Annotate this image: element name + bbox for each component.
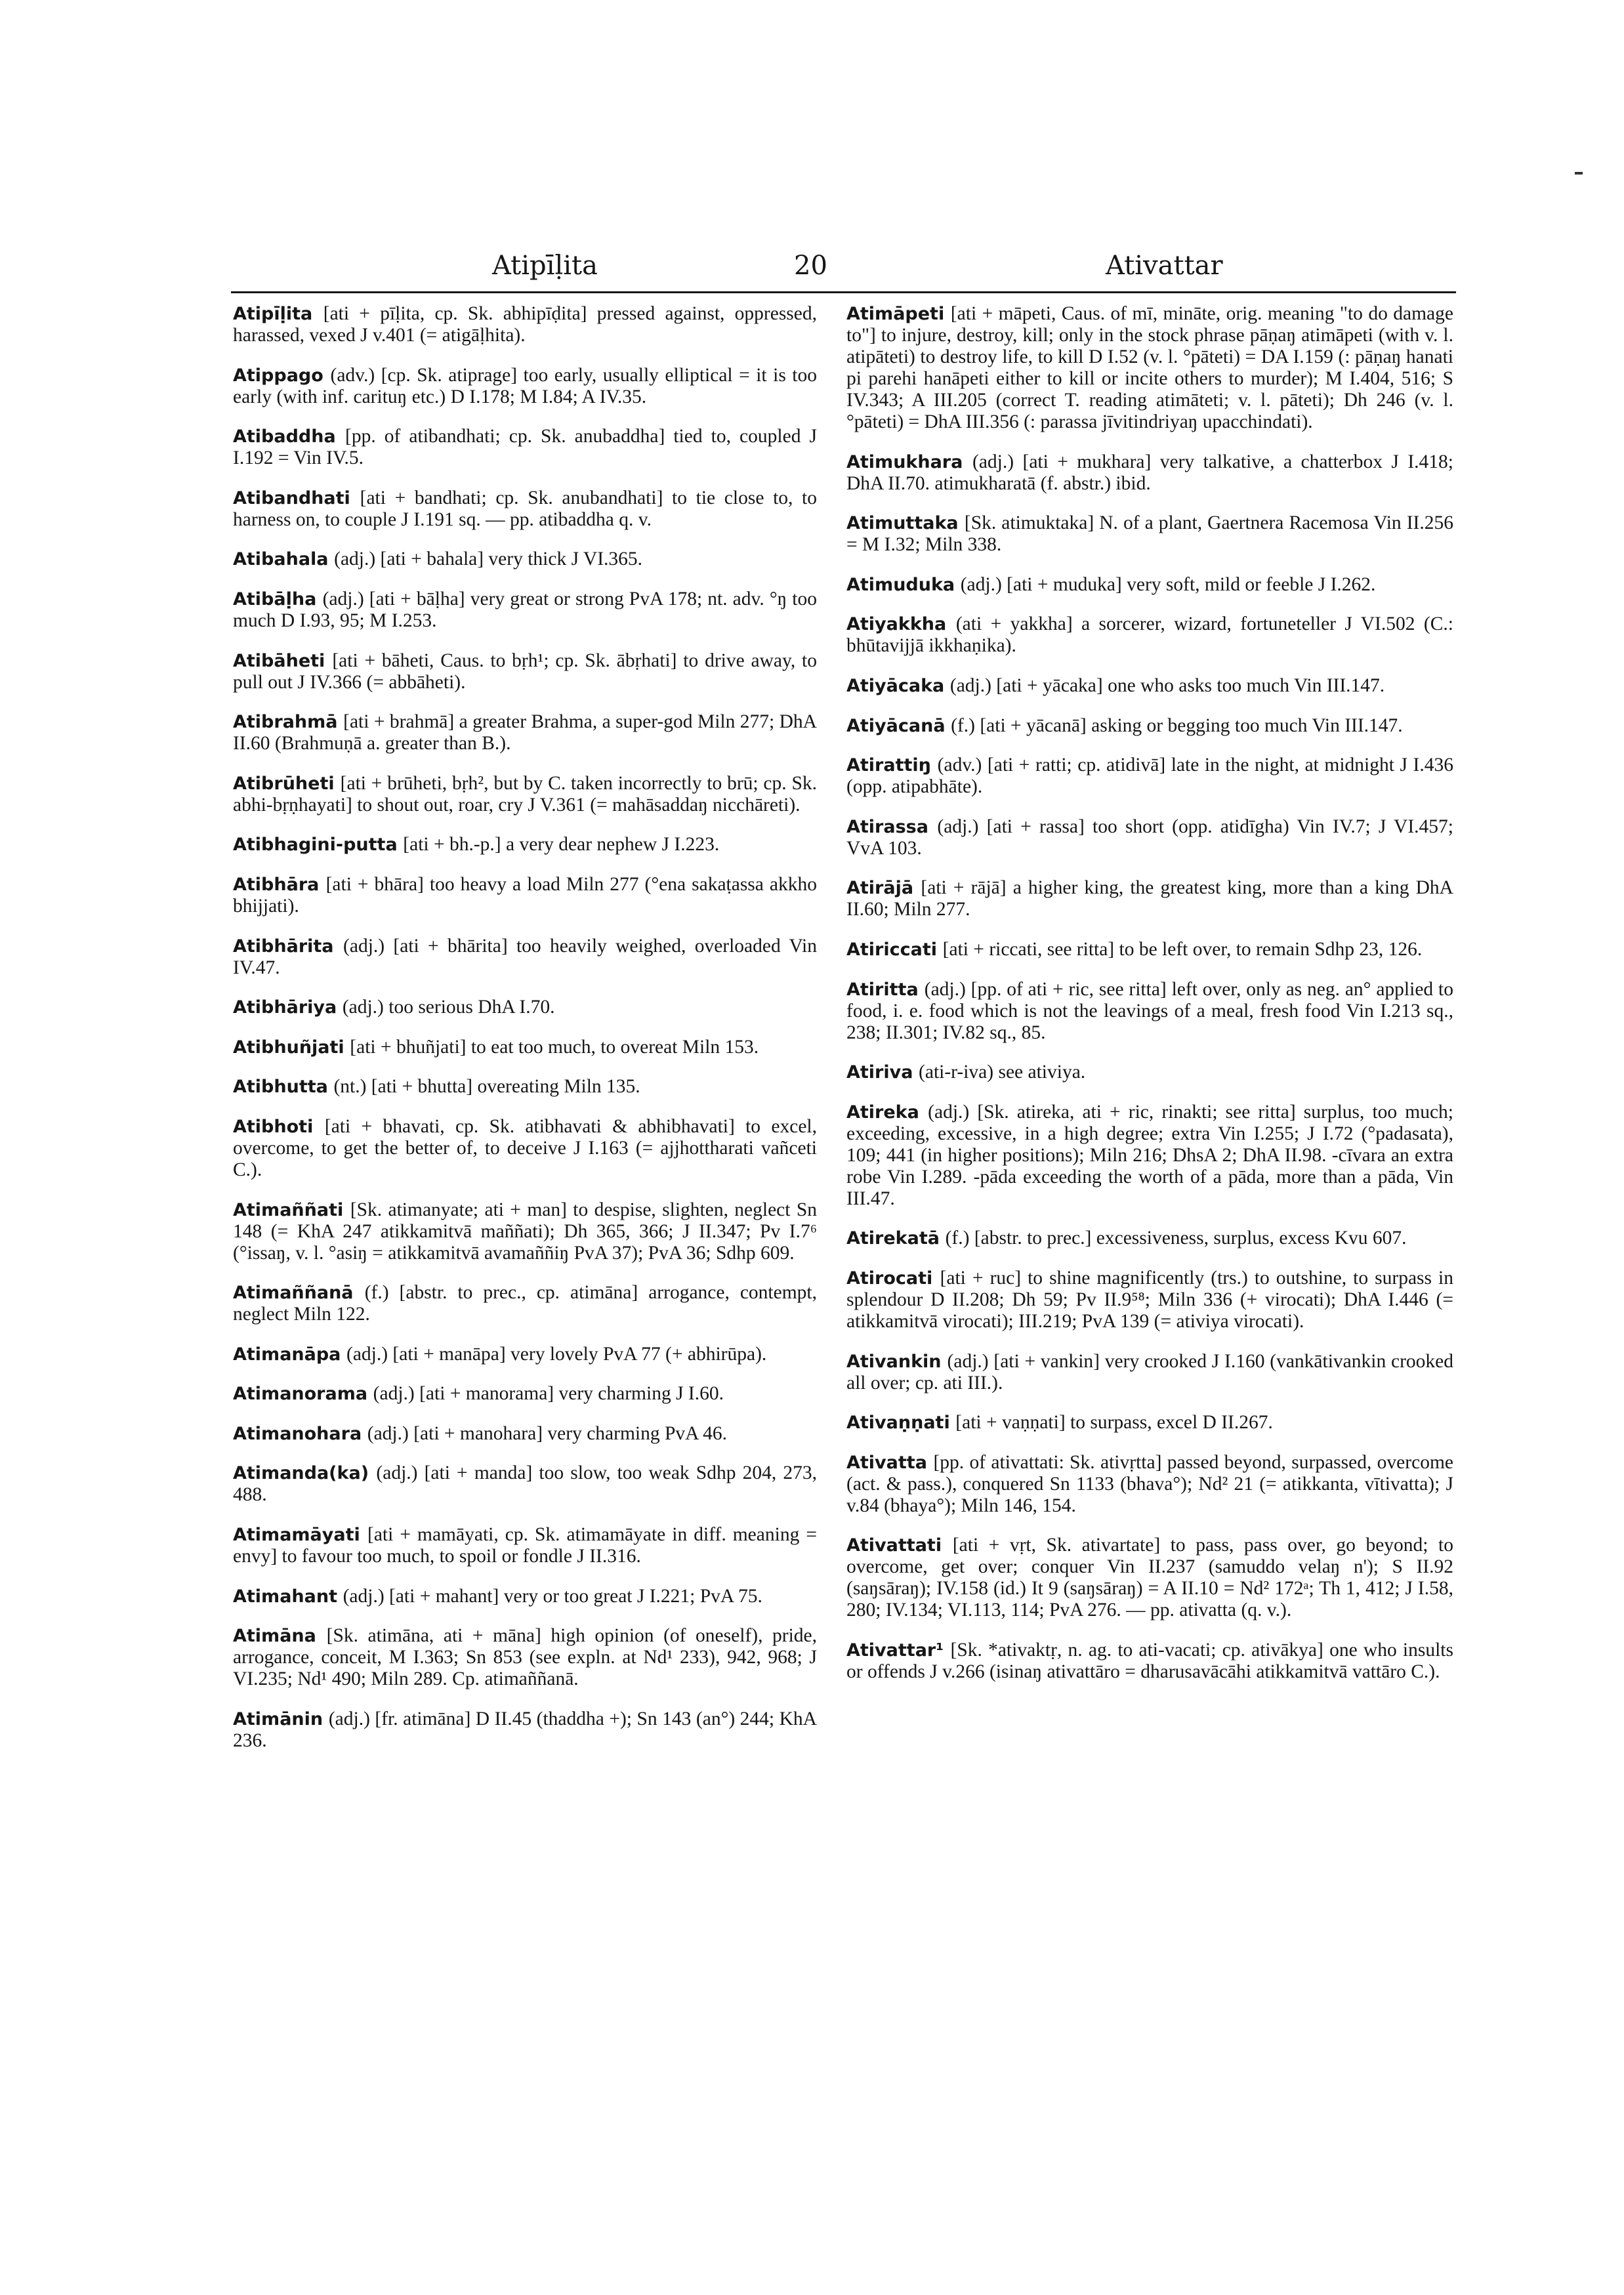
entry-headword: Atimanohara xyxy=(233,1423,362,1444)
dictionary-entry xyxy=(233,548,817,570)
dictionary-entry xyxy=(233,1199,817,1264)
entry-headword: Atimaññati xyxy=(233,1199,344,1220)
dictionary-entry xyxy=(233,1282,817,1325)
dictionary-entry xyxy=(233,1076,817,1098)
entry-definition: (adj.) [ati + manohara] very charming PvA 46. xyxy=(367,1422,728,1444)
entry-definition: [Sk. atimanyate; ati + man] to despise, slighten, neglect Sn 148 (= KhA 247 atikkamitvā maññati); Dh 365, 366; J II.347; Pv I.7⁶ (°issaŋ, v. l. °asiŋ = atikkamitvā avamaññiŋ PvA 37); PvA 36; Sdhp 609. xyxy=(233,1199,817,1264)
entry-definition: (adj.) [ati + bāḷha] very great or strong PvA 178; nt. adv. °ŋ too much D I.93, 95; M I.253. xyxy=(233,588,817,631)
entry-headword: Atibhuñjati xyxy=(233,1037,344,1058)
entry-definition: [ati + bāheti, Caus. to bṛh¹; cp. Sk. ābṛhati] to drive away, to pull out J IV.366 (= abbāheti). xyxy=(233,650,817,693)
entry-headword: Atiritta xyxy=(846,979,919,1000)
dictionary-entry xyxy=(233,1116,817,1181)
entry-definition: (adj.) [ati + manāpa] very lovely PvA 77 (+ abhirūpa). xyxy=(346,1343,767,1365)
entry-definition: (adj.) [ati + vankin] very crooked J I.160 (vankātivankin crooked all over; cp. ati III.). xyxy=(846,1350,1453,1394)
entry-headword: Atimaññanā xyxy=(233,1283,354,1304)
dictionary-entry xyxy=(846,512,1453,556)
entry-headword: Atiyācanā xyxy=(846,715,946,736)
entry-headword: Atibhāra xyxy=(233,874,320,895)
dictionary-entry xyxy=(846,1452,1453,1517)
page-header xyxy=(233,251,1453,290)
entry-definition: (f.) [abstr. to prec.] excessiveness, surplus, excess Kvu 607. xyxy=(945,1228,1407,1249)
entry-definition: [Sk. atimuktaka] N. of a plant, Gaertnera Racemosa Vin II.256 = M I.32; Miln 338. xyxy=(846,512,1453,556)
entry-headword: Atimāpeti xyxy=(846,304,945,324)
entry-definition: (nt.) [ati + bhutta] overeating Miln 135. xyxy=(333,1076,640,1098)
entry-headword: Ativatta xyxy=(846,1452,927,1473)
dictionary-entry xyxy=(846,979,1453,1044)
entry-headword: Atimanāpa xyxy=(233,1344,341,1365)
dictionary-entry xyxy=(233,1586,817,1607)
entry-headword: Atibahala xyxy=(233,549,329,570)
entry-headword: Atimukhara xyxy=(846,451,963,472)
entry-headword: Atibandhati xyxy=(233,487,350,508)
entry-definition: [ati + brahmā] a greater Brahma, a super-god Miln 277; DhA II.60 (Brahmuṇā a. greater than B.). xyxy=(233,711,817,755)
dictionary-entry xyxy=(846,451,1453,495)
entry-definition: [ati + bh.-p.] a very dear nephew J I.223. xyxy=(403,834,720,856)
entry-definition: (adv.) [ati + ratti; cp. atidivā] late in the night, at midnight J I.436 (opp. atipabhāte). xyxy=(846,755,1453,798)
entry-definition: (adj.) [ati + bahala] very thick J VI.365. xyxy=(334,548,643,570)
dictionary-entry xyxy=(233,773,817,816)
header-rule xyxy=(231,291,1456,293)
dictionary-entry xyxy=(233,365,817,408)
entry-headword: Atibaddha xyxy=(233,426,336,447)
entry-headword: Atibrahmā xyxy=(233,712,338,733)
entry-definition: (adj.) [ati + manorama] very charming J I.60. xyxy=(373,1383,724,1405)
entry-headword: Ativaṇṇati xyxy=(846,1413,950,1434)
entry-headword: Atimāna xyxy=(233,1626,316,1647)
entry-headword: Atiyakkha xyxy=(846,614,947,635)
entry-definition: [ati + rājā] a higher king, the greatest king, more than a king DhA II.60; Miln 277. xyxy=(846,877,1453,920)
entry-headword: Atiriva xyxy=(846,1062,913,1083)
entry-definition: [ati + bandhati; cp. Sk. anubandhati] to tie close to, to harness on, to couple J I.191 sq. — pp. atibaddha q. v. xyxy=(233,487,817,530)
dictionary-entry xyxy=(233,997,817,1018)
entry-definition: [ati + bhavati, cp. Sk. atibhavati & abhibhavati] to excel, overcome, to get the better of, to deceive J I.163 (= ajjhottharati vañceti C.). xyxy=(233,1115,817,1180)
dictionary-entry xyxy=(846,1412,1453,1434)
entry-definition: (adj.) [pp. of ati + ric, see ritta] left over, only as neg. an° applied to food, i. e. food which is not the leavings of a meal, fresh food Vin I.213 sq., 238; II.301; IV.82 sq., 85. xyxy=(846,978,1453,1043)
dictionary-entry xyxy=(233,1708,817,1752)
entry-headword: Atippago xyxy=(233,365,323,386)
dictionary-entry xyxy=(233,1383,817,1405)
entry-definition: [ati + ruc] to shine magnificently (trs.) to outshine, to surpass in splendour D II.208; Dh 59; Pv II.9⁵⁸; Miln 336 (+ virocati); DhA I.446 (= atikkamitvā virocati); III.219; PvA 139 (= ativiya virocati). xyxy=(846,1267,1453,1332)
entry-headword: Atibhoti xyxy=(233,1116,314,1137)
entry-definition: (adj.) [ati + bhārita] too heavily weighed, overloaded Vin IV.47. xyxy=(233,935,817,978)
entry-headword: Atimuttaka xyxy=(846,513,959,534)
dictionary-entry xyxy=(233,1462,817,1506)
entry-headword: Atibhāriya xyxy=(233,997,337,1018)
entry-headword: Ativattar¹ xyxy=(846,1640,944,1661)
dictionary-entry xyxy=(846,574,1453,596)
entry-headword: Atibhārita xyxy=(233,936,334,957)
dictionary-entry xyxy=(233,1423,817,1445)
entry-headword: Atimahant xyxy=(233,1586,337,1607)
entry-definition: (adj.) [ati + muduka] very soft, mild or feeble J I.262. xyxy=(960,573,1376,595)
entry-headword: Atimanorama xyxy=(233,1384,368,1405)
entry-headword: Atibhagini-putta xyxy=(233,835,398,856)
entry-headword: Atiyācaka xyxy=(846,675,945,696)
entry-headword: Atirekatā xyxy=(846,1228,940,1249)
entry-headword: Ativattati xyxy=(846,1535,942,1556)
entry-definition: [Sk. atimāna, ati + māna] high opinion (of oneself), pride, arrogance, conceit, M I.363; Sn 853 (see expln. at Nd¹ 233), 942, 968; J VI.235; Nd¹ 490; Miln 289. Cp. atimaññanā. xyxy=(233,1625,817,1690)
entry-headword: Atirassa xyxy=(846,816,928,837)
entry-definition: [ati + riccati, see ritta] to be left over, to remain Sdhp 23, 126. xyxy=(942,938,1423,960)
entry-definition: [ati + brūheti, bṛh², but by C. taken incorrectly to brū; cp. Sk. abhi-bṛṇhayati] to shout out, roar, cry J V.361 (= mahāsaddaŋ nicchāreti). xyxy=(233,772,817,816)
dictionary-entry xyxy=(846,1535,1453,1621)
dictionary-entry xyxy=(233,936,817,979)
dictionary-entry xyxy=(846,715,1453,737)
dictionary-entry xyxy=(846,877,1453,920)
entry-headword: Atirājā xyxy=(846,878,914,899)
dictionary-entry xyxy=(846,939,1453,961)
dictionary-entry xyxy=(233,711,817,755)
dictionary-entry xyxy=(233,487,817,531)
entry-definition: [Sk. *ativaktṛ, n. ag. to ati-vacati; cp. ativākya] one who insults or offends J v.266 (isinaŋ ativattāro = dharusavācāhi atikkamitvā vattāro C.). xyxy=(846,1639,1453,1682)
left-column xyxy=(233,303,817,1769)
dictionary-entry xyxy=(233,1037,817,1058)
dictionary-entry xyxy=(846,1268,1453,1333)
dictionary-entry xyxy=(846,1102,1453,1210)
dictionary-entry xyxy=(233,1344,817,1365)
entry-headword: Ativankin xyxy=(846,1351,942,1372)
dictionary-entry xyxy=(233,1625,817,1690)
dictionary-entry xyxy=(233,834,817,856)
dictionary-entry xyxy=(846,1640,1453,1683)
entry-definition: (f.) [ati + yācanā] asking or begging too much Vin III.147. xyxy=(951,714,1403,736)
dictionary-entry xyxy=(233,303,817,346)
entry-definition: (adj.) [ati + manda] too slow, too weak Sdhp 204, 273, 488. xyxy=(233,1462,817,1506)
dictionary-entry xyxy=(846,675,1453,697)
entry-definition: (adj.) [Sk. atireka, ati + ric, rinakti; see ritta] surplus, too much; exceeding, excessive, in a high degree; extra Vin I.255; J I.72 (°padasata), 109; 441 (in higher positions); Miln 216; DhsA 2; DhA II.98. -cīvara an extra robe Vin I.289. -pāda exceeding the worth of a pāda, more than a pāda, Vin III.47. xyxy=(846,1101,1453,1209)
dictionary-entry xyxy=(846,1351,1453,1394)
entry-definition: [ati + mamāyati, cp. Sk. atimamāyate in diff. meaning = envy] to favour too much, to spoil or fondle J II.316. xyxy=(233,1524,817,1567)
entry-definition: (adj.) [ati + mukhara] very talkative, a chatterbox J I.418; DhA II.70. atimukharatā (f. abstr.) ibid. xyxy=(846,451,1453,494)
entry-definition: [pp. of atibandhati; cp. Sk. anubaddha] tied to, coupled J I.192 = Vin IV.5. xyxy=(233,426,817,469)
entry-definition: (ati-r-iva) see ativiya. xyxy=(919,1062,1086,1083)
entry-definition: (adj.) [fr. atimāna] D II.45 (thaddha +); Sn 143 (an°) 244; KhA 236. xyxy=(233,1708,817,1751)
entry-headword: Atibāḷha xyxy=(233,589,317,610)
entry-definition: [pp. of ativattati: Sk. ativṛtta] passed beyond, surpassed, overcome (act. & pass.), conquered Sn 1133 (bhava°); Nd² 21 (= atikkanta, vītivatta); J v.84 (bhaya°); Miln 146, 154. xyxy=(846,1451,1453,1516)
entry-definition: (adj.) [ati + rassa] too short (opp. atidīgha) Vin IV.7; J VI.457; VvA 103. xyxy=(846,816,1453,859)
entry-definition: (adj.) [ati + yācaka] one who asks too much Vin III.147. xyxy=(949,674,1385,696)
entry-headword: Atiriccati xyxy=(846,939,938,960)
entry-definition: (adj.) too serious DhA I.70. xyxy=(342,997,555,1018)
entry-headword: Atirattiŋ xyxy=(846,755,931,776)
entry-headword: Atireka xyxy=(846,1102,919,1123)
entry-headword: Atibāheti xyxy=(233,650,325,671)
entry-definition: [ati + vaṇṇati] to surpass, excel D II.267. xyxy=(955,1412,1273,1434)
corner-mark xyxy=(1575,172,1583,175)
entry-definition: (adj.) [ati + mahant] very or too great J I.221; PvA 75. xyxy=(343,1585,762,1607)
dictionary-entry xyxy=(846,755,1453,798)
header-right-guideword: Ativattar xyxy=(1106,251,1223,281)
entry-headword: Atimuduka xyxy=(846,574,955,595)
entry-definition: [ati + bhāra] too heavy a load Miln 277 (°ena sakaṭassa akkho bhijjati). xyxy=(233,873,817,917)
page-number: 20 xyxy=(794,251,827,281)
entry-headword: Atipīḷita xyxy=(233,304,313,324)
dictionary-entry xyxy=(846,1228,1453,1249)
entry-definition: [ati + māpeti, Caus. of mī, mināte, orig. meaning "to do damage to"] to injure, destroy, kill; only in the stock phrase pāṇaŋ atimāpeti (with v. l. atipāteti) to destroy life, to kill D I.52 (v. l. °pāteti) = DA I.159 (: pāṇaŋ hanati pi parehi hanāpeti either to kill or incite others to murder); M I.404, 516; S IV.343; A III.205 (correct T. reading atimāteti; v. l. pāteti); Dh 246 (v. l. °pāteti) = DhA III.356 (: parassa jīvitindriyaŋ upacchindati). xyxy=(846,303,1453,432)
dictionary-entry xyxy=(233,1524,817,1567)
dictionary-entry xyxy=(233,426,817,469)
dictionary-entry xyxy=(233,650,817,693)
entry-headword: Atibhutta xyxy=(233,1077,328,1098)
dictionary-entry xyxy=(846,1062,1453,1083)
entry-definition: (ati + yakkha] a sorcerer, wizard, fortuneteller J VI.502 (C.: bhūtavijjā ikkhaṇika). xyxy=(846,613,1453,657)
dictionary-entry xyxy=(846,303,1453,433)
header-left-guideword: Atipīḷita xyxy=(492,251,598,281)
entry-headword: Atimānin xyxy=(233,1708,323,1729)
entry-definition: (f.) [abstr. to prec., cp. atimāna] arrogance, contempt, neglect Miln 122. xyxy=(233,1282,817,1325)
entry-headword: Atirocati xyxy=(846,1268,933,1289)
dictionary-entry xyxy=(846,816,1453,859)
right-column xyxy=(846,303,1453,1701)
dictionary-entry xyxy=(233,589,817,632)
entry-definition: (adv.) [cp. Sk. atiprage] too early, usually elliptical = it is too early (with inf. carituŋ etc.) D I.178; M I.84; A IV.35. xyxy=(233,364,817,407)
entry-headword: Atimanda(ka) xyxy=(233,1463,369,1484)
entry-definition: [ati + pīḷita, cp. Sk. abhipīḍita] pressed against, oppressed, harassed, vexed J v.401 (= atigāḷhita). xyxy=(233,303,817,346)
entry-definition: [ati + bhuñjati] to eat too much, to overeat Miln 153. xyxy=(350,1036,759,1058)
dictionary-entry xyxy=(233,874,817,917)
entry-headword: Atimamāyati xyxy=(233,1525,360,1546)
entry-definition: [ati + vṛt, Sk. ativartate] to pass, pass over, go beyond; to overcome, get over; conquer Vin II.237 (samuddo velaŋ n'); S II.92 (saŋsāraŋ); IV.158 (id.) It 9 (saŋsāraŋ) = A II.10 = Nd² 172ᵃ; Th 1, 412; J I.58, 280; IV.134; VI.113, 114; PvA 276. — pp. ativatta (q. v.). xyxy=(846,1535,1453,1621)
dictionary-entry xyxy=(846,613,1453,657)
entry-headword: Atibrūheti xyxy=(233,773,335,794)
